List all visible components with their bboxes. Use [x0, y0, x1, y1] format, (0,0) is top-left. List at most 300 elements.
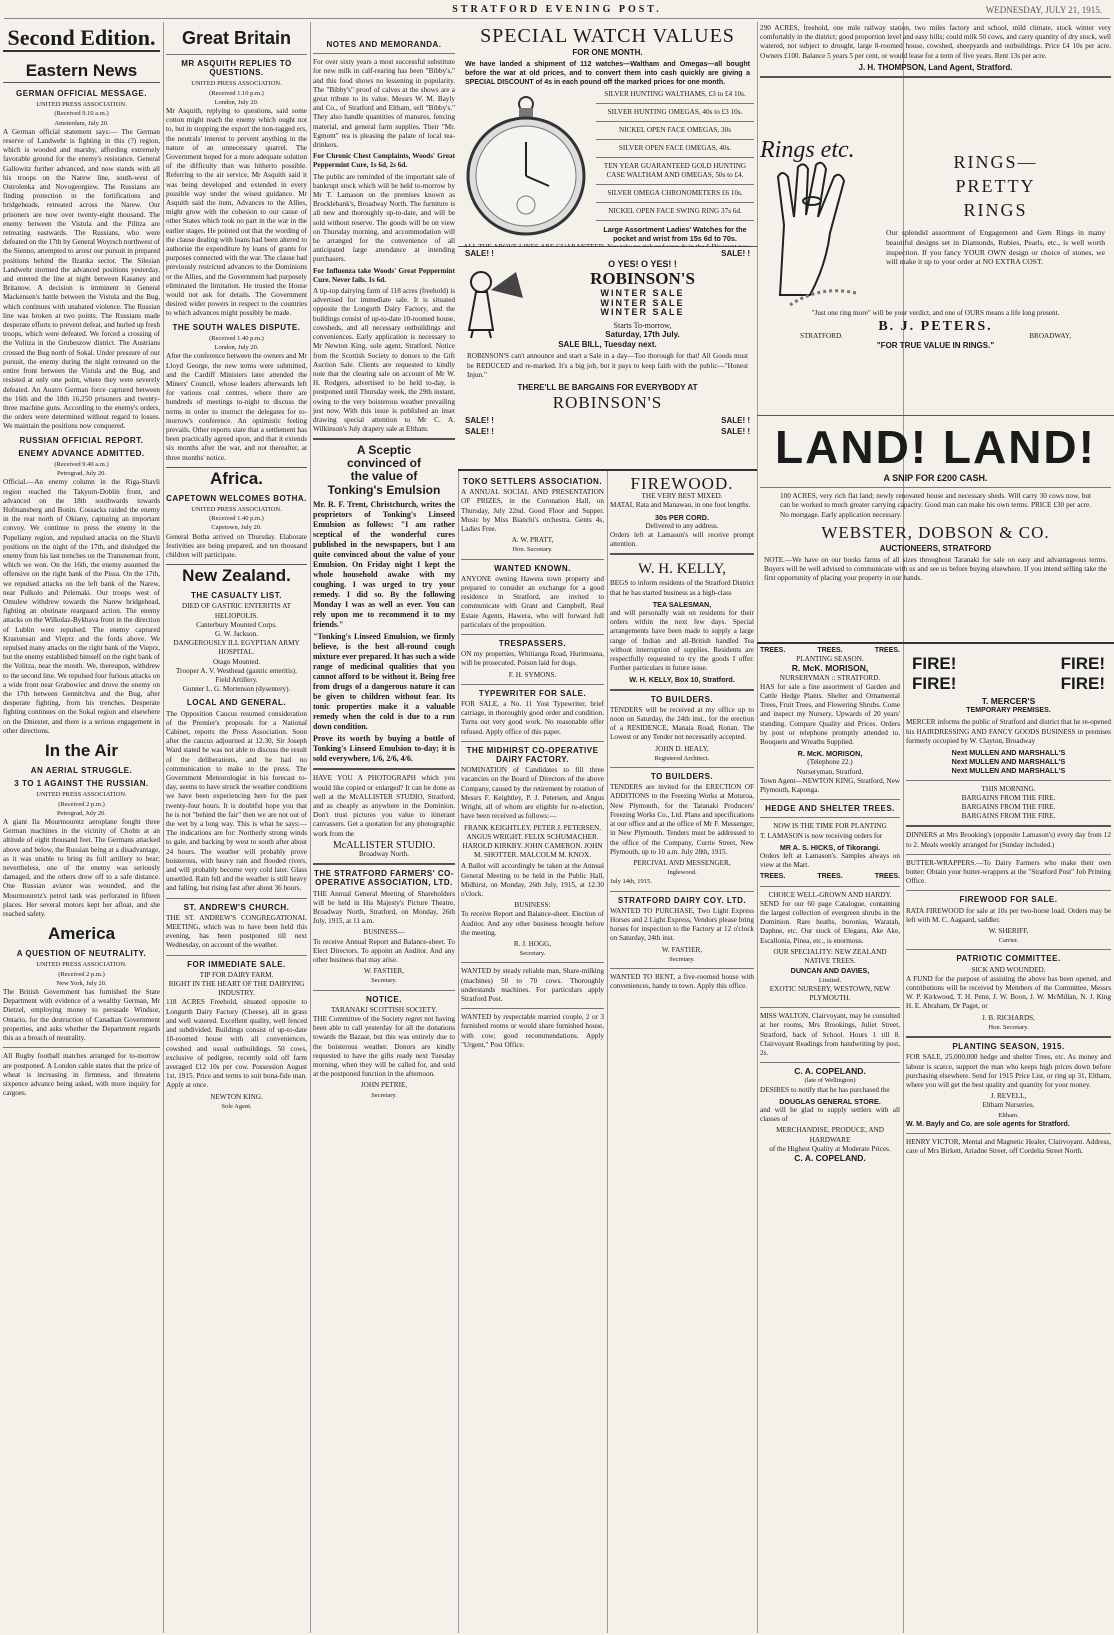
ad-line: Nurseryman, Stratford. — [796, 767, 864, 776]
watch-illustration — [461, 90, 596, 243]
price-item: SILVER OMEGA CHRONOMETERS £6 10s. — [607, 189, 743, 198]
notice-signature: W. FASTIER, — [661, 945, 703, 954]
ad-signature: NEWTON KING. — [210, 1092, 263, 1101]
article-body: A tip-top dairying farm of 118 acres (freehold) is advertised for immediate sale. It is situated opposite the Longurth Dairy Factory, and the buildings consist of up-to-date 10-roomed house, cowsheds, and all necessary outbuildings and conveniences. Early application is necessary to Mr Newton King, sole agent, Stratford. Notice from the Scottish Society to donors to the Gift Auction Sale. Clients are requested to kindly note that the clearing sale on account of Mr W. H. Rodgers, advertised to be held to-day, is postponed until Thursday week, the 29th instant, owing to the very boisterous weather prevailing just now. With this issue is published an inset drawing special attention to Mr C. A. Wilkinson's July drapery sale at Eltham. — [313, 287, 455, 434]
notice-signature: Secretary. — [371, 977, 397, 985]
notice-subheading: SICK AND WOUNDED. — [971, 965, 1046, 974]
article-heading: THE SOUTH WALES DISPUTE. — [172, 322, 301, 332]
article-body: Official.—An enemy column in the Riga-Shavli region reached the Takyurn-Doblin front, and advanced on the 18th southwards towards Hofmansberg and Bonin. Cossacks raided the enemy in the rear north of Okiany, capturing an important convoy. We continue to press the enemy in the Popeliany region, and repulsed attacks on the Shavli positions on the night of the 17th, and dislodged the enemy from his last trenches on the Transneman front, which we won. On the 16th, the enemy assumed the offensive on the right bank of the Pissa. On the 17th, we repulsed attacks on the left bank of the Narew, near Pulkolo and Pelemaki. Our troops west of Omulew withdrew towards the Narew bridgehead, fighting an obstinate rearguard action. The enemy attacks on the Wilkolaz-Bykhava front in the direction of Lublin were repulsed. The enemy captured Krastonsan and Vieprz and the fords above. We repulsed many attacks on the right bank of the Vieprz, but the enemy established himself on the right bank of the Volitza, near the mouth. We, thereupon, withdrew to the second line. We repulsed four furious attacks on a wide front near Grabowiec and drove the enemy on the 17th between Gennitchva and the Bug, after desperate fighting, from his trenches. Desperate fighting continues on the Sokal region and elsewhere on the Dniester, and there is a serious engagement in other directions. — [3, 478, 160, 735]
fire-headline: FIRE! — [912, 654, 957, 673]
ad-body: 290 ACRES, freehold, one mile railway station, two miles factory and school, mild climate, stock winter very comfortably in the district; good proportion level and easy hills; could milk 50 cows, and carry quantity of dry stock, well watered, not subject to drought, large 8-roomed house, cowshed, sheepyards and outbuildings. Price £4 10s per acre. Owners £100. Balance 5 years 5 per cent, or would lease for a term of five years. Rent 13s per acre. — [760, 24, 1111, 60]
received-line: (Received 1.40 p.m.) — [209, 334, 264, 342]
notice-subheading: BUSINESS— — [363, 928, 405, 937]
trees-label: TREES. — [760, 647, 786, 654]
article-body: The Opposition Caucus resumed consideration of the Premier's proposals for a National Cabinet, reports the Press Association. Soon after the caucus adjourned at 12.30, Sir Joseph Ward stated he was not able to discuss the result of the deliberations, and he had no communication to make to the press. The Government Meteorologist in his forecast to-day, seems to have struck the weather conditions we have been experiencing here for the past twenty-four hours. It is doubtful hope you that he is not "behind the fair" then we are not out of the wet by a long way. This is what he says:—The indications are for: Northerly strong winds to gale, and backing by west to south after about 24 hours. The weather will probably prove boisterous, with heavy rain and flooded rivers, and will probably become very cold later. Glass unsettled. Rain fell and the weather is still heavy and falling, but rising fast after about 36 hours. — [166, 709, 307, 893]
ad-body: 100 ACRES, very rich flat land; newly renovated house and necessary sheds. Will carry 30 cows now, but can be worked to much greater carrying capacity. Good man can make his own terms. PRICE £30 per acre. No mortgage. Early application necessary. — [780, 492, 1091, 519]
notice-heading: NOTICE. — [366, 994, 402, 1004]
ad-body: Mr. R. F. Trent, Christchurch, writes the proprietors of Tonking's Linseed Emulsion as follows: "I am rather sceptical of the wonderful cures published in the newspapers, but I am quite convinced about the value of your Emulsion. On Friday night I kept the whole household awake with my coughing. I was urged to try your remedy. I did so. By the following Monday I was as well as ever. You can rely upon me to recommend it to my friends." — [313, 500, 455, 630]
ad-heading: PLANTING SEASON, 1915. — [952, 1042, 1065, 1052]
ad-signature: Eltham Nurseries, — [982, 1101, 1035, 1110]
received-line: (Received 1.10 p.m.) — [209, 89, 264, 97]
trees-label: TREES. — [817, 647, 843, 654]
notice-signature: JOHN D. HEALY, — [655, 744, 709, 753]
section-title: New Zealand. — [166, 564, 307, 587]
price-item: SILVER OPEN FACE OMEGAS, 40s. — [618, 144, 732, 153]
ad-line: (Telephone 22.) — [807, 758, 853, 767]
watch-price-list — [596, 90, 754, 243]
casualty-line: Field Artillery. — [215, 675, 258, 684]
article-subheading: ENEMY ADVANCE ADMITTED. — [18, 448, 145, 458]
casualty-line: Otago Mounted. — [212, 657, 261, 666]
wanted-ad: WANTED TO RENT, a five-roomed house with conveniences, handy to town. Apply this office. — [610, 972, 754, 991]
ad-title: convinced of — [346, 456, 421, 471]
article-heading: LOCAL AND GENERAL. — [186, 698, 287, 708]
section-title: America — [47, 924, 116, 944]
masthead-date: WEDNESDAY, JULY 21, 1915. — [985, 5, 1102, 15]
divider — [760, 1062, 900, 1063]
firm-name: WEBSTER, DOBSON & CO. — [821, 522, 1050, 542]
trees-banner — [760, 646, 900, 655]
article-body: A giant Ila Mourmouretz aeroplane fought three German machines in the vicinity of Cholm at an altitude of eight thousand feet. The Germans attacked above and below, the Russian being at a disadvantage, as it was unable to bring its full artillery to bear; nevertheless, one of the enemy was seriously damaged, and the others drew off to a safe distance. One Russian aviator was wounded, and the Mourmouretz's petrol tank was perforated in fifteen places. Her several motors kept her afloat, and she reached safety. — [3, 818, 160, 919]
ad-body: FOR SALE, 25,000,000 hedge and shelter Trees, etc. As money and labour is scarce, support the man who keeps high prices down before purchasing elsewhere. Send for 1915 Price List, or ring up 31, Eltham, where you will get the best quality and quantity for your money. — [906, 1053, 1111, 1089]
divider — [610, 891, 754, 892]
divider — [596, 103, 754, 104]
divider — [906, 1133, 1111, 1134]
notice-signature: Hon. Secretary. — [988, 1023, 1029, 1031]
sale-bill: SALE BILL, Tuesday next. — [558, 340, 657, 350]
notice-signature: R. J. HOGG, — [513, 939, 552, 948]
masthead — [0, 0, 1114, 22]
merchant-name: C. A. COPELAND. — [794, 1152, 866, 1163]
divider — [760, 1007, 900, 1008]
pocket-watch-icon — [461, 90, 591, 238]
trees-banner — [760, 872, 900, 881]
ad-signature: J. H. THOMPSON, Land Agent, Stratford. — [858, 62, 1013, 72]
notice-body: To receive Annual Report and Balance-sheet. To Elect Directors. To appoint an Auditor. And any other business that may arise. — [313, 937, 455, 964]
notice-signature: Registered Architect. — [654, 754, 710, 762]
ad-heading: CHOICE WELL-GROWN AND HARDY. — [768, 890, 892, 899]
article-heading: THE CASUALTY LIST. — [191, 591, 282, 601]
fire-headline: FIRE! — [1060, 654, 1105, 673]
ad-line: MERCHANDISE, PRODUCE, AND HARDWARE — [776, 1126, 884, 1144]
ad-line: (late of Wellington) — [804, 1077, 856, 1085]
price-item: TEN YEAR GUARANTEED GOLD HUNTING CASE WALTHAM AND OMEGAS, 50s to £4. — [603, 162, 747, 180]
article-body: For over sixty years a most successful substitute for new milk in calf-rearing has been "Bibby's," and this food shows no lessening in popularity. The "Bibby's" proof of calves at the shows are a great tribute to its value. Messrs W. M. Bayly and Co., of Stratford and Eltham, sell "Bibby's." They also handle quantities of manures, fencing material, and general farm supplies. Their "Mr. Egmont" tea is pleasing the palate of local tea-drinkers. — [313, 58, 455, 150]
ad-signature: W. H. KELLY, Box 10, Stratford. — [629, 675, 735, 685]
firm-name: DUNCAN AND DAVIES, — [790, 966, 870, 976]
notice-body: A ANNUAL SOCIAL AND PRESENTATION OF PRIZES, in the Coronation Hall, on Thursday, July 22nd. Good Floor and Supper. Music by Miss Bianchi's orchestra. Gents 4s, Ladies Free. — [461, 488, 604, 534]
article-heading: CAPETOWN WELCOMES BOTHA. — [166, 493, 307, 503]
divider — [760, 817, 900, 818]
town-crier-bell-icon — [461, 260, 531, 340]
divider — [461, 559, 604, 560]
ad-subheading: TEA SALESMAN, — [652, 599, 712, 609]
notice-signature: Inglewood. — [667, 869, 697, 877]
divider — [461, 1008, 604, 1009]
sale-stamp: SALE! ! — [465, 427, 494, 437]
jeweller-address: BROADWAY, — [1029, 331, 1071, 340]
ad-title: A Sceptic — [356, 443, 412, 458]
ad-body: NOTE.—We have on our books farms of all sizes throughout Taranaki for sale on easy and advantageous terms. Buyers will be well advised to communicate with us and see us before buying elsewhere. If you intend selling take the first opportunity of placing your property in our hands. — [764, 556, 1107, 583]
notice-body: TENDERS are invited for the ERECTION OF ADDITIONS to the Freezing Works at Moturoa, New Plymouth, for the Taranaki Producers' Freezing Works Co., Ltd. Plans and specifications at our office and at the office of Mr F. Messenger, in New Plymouth. Tenders must be addressed to the office of the Company, Currie Street, New Plymouth, up to 10 a.m. July 28th, 1915. — [610, 783, 754, 856]
article-subheading: 3 TO 1 AGAINST THE RUSSIAN. — [14, 779, 149, 789]
received-line: (Received 2 p.m.) — [58, 800, 105, 808]
jeweller-name: B. J. PETERS. — [878, 319, 993, 335]
article-body: After the conference between the owners and Mr Lloyd George, the new terms were submitted, and the Cardiff Ministers later attended the Miners' Council, whose leaders afterwards left for various coal centres, where there are hundreds of meetings to-night to discuss the terms in order to instruct the delegates for to-morrow's conference. An optimistic feeling prevails. Other reports state that a settlement has been practically agreed upon, and that it extends six months after the war, and not thereafter, at three months' notice. — [166, 352, 307, 462]
ad-body: HENRY VICTOR, Mental and Magnetic Healer, Clairvoyant. Address, care of Mrs Birkett, Ariadne Street, off Cordelia Street North. — [906, 1137, 1111, 1156]
casualty-heading: DIED OF GASTRIC ENTERITIS AT HELIOPOLIS. — [181, 602, 291, 620]
ad-body: MISS WALTON, Clairvoyant, may be consulted at her rooms, Mrs Brookings, Juliet Street, Stratford, back of School. Hours 1 till 8. Clairvoyant Readings from handwriting by post, 2s. — [760, 1012, 900, 1057]
casualty-heading: DANGEROUSLY ILL EGYPTIAN ARMY HOSPITAL. — [173, 639, 300, 657]
ad-subtitle: A SNIP FOR £200 CASH. — [883, 473, 988, 483]
divider — [166, 898, 307, 899]
ad-title: PRETTY — [955, 176, 1036, 196]
article-body: The British Government has furnished the State Department with evidence of a wealthy German, Mr Dietzel, employing money to persuade Windsor, Ontario, for the destruction of Canadian Government properties, and asks whether the Department regards this as a breach of neutrality. — [3, 988, 160, 1043]
sale-stamp: SALE! ! — [721, 427, 750, 437]
trees-label: TREES. — [817, 873, 843, 881]
casualty-line: Trooper A. V. Westhead (gastric enteritis). — [176, 666, 297, 675]
nurseryman-role: NURSERYMAN :: STRATFORD. — [779, 673, 881, 682]
store-name: DOUGLAS GENERAL STORE. — [779, 1096, 881, 1106]
column-classifieds-a — [458, 473, 607, 1631]
source-line: UNITED PRESS ASSOCIATION. — [191, 80, 282, 88]
divider — [760, 76, 1111, 78]
divider — [313, 438, 455, 440]
divider — [313, 768, 455, 770]
ad-line: OUR SPECIALITY: NEW ZEALAND NATIVE TREES. — [773, 947, 887, 966]
notice-subheading: TARANAKI SCOTTISH SOCIETY. — [330, 1005, 438, 1014]
price-item: Large Assortment Ladies' Watches for the pocket and wrist from 15s 6d to 70s. — [603, 225, 747, 244]
column-nursery-ads — [757, 646, 903, 1631]
ad-line: Limited. — [818, 976, 842, 984]
ad-body: MATAI, Rata and Manawau, in one foot lengths. — [610, 501, 751, 510]
ad-title: Tonking's Emulsion — [327, 483, 441, 498]
jeweller-address: STRATFORD. — [800, 331, 843, 340]
divider — [760, 487, 1111, 488]
ad-subheading: THE VERY BEST MIXED. — [641, 492, 723, 501]
ad-body: BEGS to inform residents of the Stratford District that he has started business as a high-class — [610, 579, 754, 597]
divider — [313, 990, 455, 991]
divider — [906, 890, 1111, 891]
robinsons-sale-ad — [458, 247, 757, 471]
ad-line: Delivered to any address. — [645, 521, 719, 530]
ad-line: BARGAINS FROM THE FIRE. — [961, 793, 1056, 802]
ad-signature: Eltham. — [998, 1111, 1019, 1119]
price-item: NICKEL OPEN FACE SWING RING 37s 6d. — [608, 207, 742, 216]
studio-name: McALLISTER STUDIO. — [332, 839, 436, 851]
ad-body: Prove its worth by buying a bottle of Tonking's Linseed Emulsion to-day; it is sold everywhere, 1/6, 2/6, 4/6. — [313, 734, 455, 764]
notice-body: FOR SALE, a No. 11 Yost Typewriter, brief carriage, in thoroughly good order and condition. Turns out very good work. No reasonable offer refused. Apply office of this paper. — [461, 700, 604, 736]
ad-body: and will personally wait on residents for their orders within the next few days. Special arrangements have been made to supply a large range of Indian and all-British handled Tea without interruption of supplies. Residents are respectfully requested to try the goods I offer. Further particulars in future issue. — [610, 609, 754, 673]
ad-body: Orders left at Lamason's. Samples always on view at the Mart. — [760, 852, 900, 870]
ad-subheading: TEMPORARY PREMISES. — [966, 707, 1051, 715]
ad-body: Town Agent—NEWTON KING, Stratford, New Plymouth, Kaponga. — [760, 776, 900, 795]
ad-body: "Tonking's Linseed Emulsion, we firmly believe, is the best all-round cough mixture ever prepared. It has such a wide range of medicinal qualities that you cannot afford to be without it. Being free from drugs of a dangerous nature it can be given to children without fear. Its tonic properties make it a valuable remedy when the cold is due to a run down condition. — [313, 632, 455, 732]
section-title: Eastern News — [3, 60, 160, 83]
notice-heading: WANTED KNOWN. — [494, 563, 571, 573]
ad-signature: J. REVELL, — [990, 1092, 1027, 1101]
source-line: UNITED PRESS ASSOCIATION. — [191, 505, 282, 513]
price-item: NICKEL OPEN FACE OMEGAS, 30s — [618, 126, 731, 135]
divider — [313, 863, 455, 865]
ad-subheading: NOW IS THE TIME FOR PLANTING — [773, 822, 887, 831]
section-heading: NOTES AND MEMORANDA. — [326, 40, 442, 49]
ad-signature: Carrier. — [998, 937, 1019, 945]
ad-body: T. LAMASON is now receiving orders for — [760, 831, 883, 840]
dateline: London, July 20. — [214, 344, 259, 352]
divider — [610, 689, 754, 691]
ad-signature: Sole Agent. — [221, 1102, 252, 1110]
divider — [461, 741, 604, 742]
ad-subtitle: FOR ONE MONTH. — [572, 48, 643, 57]
notice-body: A FUND for the purpose of assisting the above has been opened, and contributions will be received by Members of the Committee, Messrs W. P. Kirkwood, T. H. Penn, J. W. Boon, J. W. McMillan, N. J. King H. E. Abraham, Dr Paget, or — [906, 974, 1111, 1011]
received-line: (Received 9.40 a.m.) — [54, 460, 109, 468]
ad-body: We have landed a shipment of 112 watches—Waltham and Omegas—all bought before the war at old prices, and to convert them into cash quickly are giving a SPECIAL DISCOUNT of 4s in each pound off the marked prices for one month. — [465, 61, 750, 87]
notice-body: TENDERS will be received at my office up to noon on Saturday, the 24th inst., for the erection of a RESIDENCE, Manaia Road, Ronan. The Lowest or any Tender not necessarily accepted. — [610, 705, 754, 742]
farm-for-sale-ad — [757, 22, 1114, 146]
land-ad — [757, 418, 1114, 644]
ad-body: MERCER informs the public of Stratford and district that he re-opened his HAIRDRESSING AND FANCY GOODS BUSINESS in premises formerly occupied by W. Clayton, Broadway — [906, 718, 1111, 745]
trees-label: TREES. — [760, 873, 786, 881]
notice-heading: TO BUILDERS. — [650, 694, 714, 704]
divider — [461, 634, 604, 635]
ad-line: BARGAINS FROM THE FIRE. — [961, 812, 1056, 821]
divider — [166, 955, 307, 956]
sale-stamp: SALE! ! — [721, 249, 750, 258]
ad-title: FIREWOOD. — [630, 474, 734, 493]
ad-body: Orders left at Lamason's will receive prompt attention. — [610, 531, 754, 549]
fire-headline: FIRE! — [1060, 674, 1105, 693]
ad-verdict: "Just one ring more" will be your verdict, and one of OURS means a life long present. — [811, 309, 1060, 318]
notice-signature: PERCIVAL AND MESSENGER, — [633, 858, 731, 867]
ring-hand-illustration — [760, 137, 880, 305]
notice-signature: W. FASTIER, — [363, 967, 405, 976]
divider — [760, 799, 900, 800]
received-line: (Received 2 p.m.) — [58, 970, 105, 978]
casualty-line: Canterbury Mounted Corps. — [196, 620, 277, 629]
notice-signature: Secretary. — [669, 955, 695, 963]
notice-heading: THE STRATFORD FARMERS' CO-OPERATIVE ASSOCIATION, LTD. — [313, 869, 455, 888]
business-name: T. MERCER'S — [981, 696, 1036, 706]
ad-signature: W. SHERIFF, — [988, 927, 1029, 936]
notice-body: THE Committee of the Society regret not having been able to call yesterday for all the donations towards the Bazaar, but this was entirely due to the boisterous weather. Donors are kindly requested to have the gifts ready next Tuesday morning, when they will be called for, and sold at the postponed function in the afternoon. — [313, 1015, 455, 1079]
section-title: Great Britain — [181, 28, 292, 48]
divider — [610, 767, 754, 768]
casualty-line: Gunner L. G. Mortenson (dysentery). — [182, 685, 291, 694]
ad-body: HAVE YOU A PHOTOGRAPH which you would like copied or enlarged? It can be done as well at the McALLISTER STUDIO, Stratford, and as cheaply as anywhere in the Dominion. Don't trust pictures you value to itinerant canvassers. Get a quotation for any photographic work from the — [313, 774, 455, 838]
divider — [906, 1036, 1111, 1038]
ad-title: RINGS— — [953, 152, 1038, 172]
notice-body: THE ST. ANDREW'S CONGREGATIONAL MEETING, which was to have been held this evening, has been postponed till next Wednesday, on account of the weather. — [166, 913, 307, 950]
merchant-name: C. A. COPELAND. — [794, 1066, 866, 1077]
sale-date: Saturday, 17th July. — [605, 330, 680, 340]
ad-bargains: THERE'LL BE BARGAINS FOR EVERYBODY AT — [517, 383, 698, 393]
ad-subheading: TIP FOR DAIRY FARM. — [199, 970, 274, 979]
notice-body: To receive Report and Balance-sheet. Election of Auditor. And any other business brought before the meeting. — [461, 910, 604, 937]
divider — [313, 53, 455, 54]
price-item: SILVER HUNTING WALTHAMS, £3 to £4 10s. — [604, 90, 746, 99]
notice-signature: Secretary. — [519, 950, 546, 958]
casualty-line: G. W. Jackson. — [215, 629, 258, 638]
article-heading: RUSSIAN OFFICIAL REPORT. — [19, 435, 144, 445]
notice-signature: F. H. SYMONS. — [508, 670, 557, 679]
divider — [596, 202, 754, 203]
ad-subheading: PLANTING SEASON. — [796, 655, 864, 664]
notice-heading: TOKO SETTLERS ASSOCIATION. — [462, 477, 603, 486]
notice-signature: Hon. Secretary. — [512, 546, 553, 554]
ad-body: BUTTER-WRAPPERS.—To Dairy Farmers who make their own butter: Obtain your butter-wrappers at the "Stratford Post" Job Printing Office. — [906, 858, 1111, 886]
article-body: Mr Asquith, replying to questions, said some cotton might reach the enemy which ought not to, but in stopping the export the non-ragged ers, the neutrals' interest to prevent anything in the nature of an unnecessary quarrel. The Government hoped for a more adequate solution of the difficulty than was hitherto possible. Referring to the air service, Mr Asquith said it was being developed and extended in every possible way under the wisest guidance. Mr Asquith said the item, Advances to the Allies, might grow with the cohesion to our cause of other States which took no part in the war in the earlier stages. He pointed out that the wording of the clause dealing with loans had been altered to authorise the expenditure by loans of grants for purposes connected with the war. The clause had previously restricted advances to the Dominions or the Allies, and the Government had purposely eliminated the limitation. He trusted the House would not ask for details. The Government desired wider powers in respect to the countries to which advances might possibly be made. — [166, 107, 307, 318]
fire-headline: FIRE! — [912, 674, 957, 693]
ad-line: W. M. Bayly and Co. are sole agents for Stratford. — [906, 1120, 1070, 1128]
ad-line: Next MULLEN AND MARSHALL'S — [951, 748, 1066, 758]
ad-body: SEND for our 60 page Catalogue, containing the largest collection of evergreen shrubs in the Dominion. Rare heaths, boronias, Waratah, Daphne, etc. Our stock of Elegans, Ake Ake, Escallonia, Pinea, etc., is enormous. — [760, 899, 900, 945]
dateline: New York, July 20. — [56, 979, 107, 987]
article-body: The public are reminded of the important sale of bankrupt stock which will be held to-morrow by Mr T. Lamason on the premises known as Brocklebank's, Broadway North. The furniture is all new and thoroughly up-to-date, and will be sold without reserve. The goods will be on view on Thursday morning, and accommodation will be arranged for the convenience of all anticipated large attendance at intending purchasers. — [313, 172, 455, 264]
rings-ad — [757, 137, 1114, 416]
ad-body: DINNERS at Mrs Brooking's (opposite Lamason's) every day from 12 to 2. Meals weekly arranged for (Sunday included.) — [906, 831, 1111, 849]
trees-label: TREES. — [874, 647, 900, 654]
notice-heading: TYPEWRITER FOR SALE. — [478, 688, 587, 698]
firm-role: AUCTIONEERS, STRATFORD — [879, 543, 992, 553]
ad-body: and will be glad to supply settlers with all classes of — [760, 1105, 900, 1124]
ad-callout: O YES! O YES! ! — [608, 259, 677, 270]
notice-heading: STRATFORD DAIRY COY. LTD. — [617, 895, 747, 905]
ad-line: Next MULLEN AND MARSHALL'S — [951, 766, 1066, 776]
source-line: UNITED PRESS ASSOCIATION. — [36, 791, 127, 799]
source-line: UNITED PRESS ASSOCIATION. — [36, 961, 127, 969]
divider — [596, 220, 754, 221]
sale-line: WINTER SALE — [600, 297, 685, 308]
trees-label: TREES. — [874, 873, 900, 881]
sale-stamp: SALE! ! — [465, 249, 494, 258]
ad-body: DESIRES to notify that he has purchased the — [760, 1085, 890, 1094]
notice-body: THE Annual General Meeting of Shareholders will be held in His Majesty's Picture Theatre, Broadway North, Stratford, on Monday, 26th July, 1915, at 11 a.m. — [313, 889, 455, 926]
ad-title: SPECIAL WATCH VALUES — [480, 25, 735, 47]
ad-subheading: RIGHT IN THE HEART OF THE DAIRYING INDUSTRY. — [168, 980, 305, 998]
ad-heading: HEDGE AND SHELTER TREES. — [765, 804, 895, 814]
divider — [906, 825, 1111, 827]
ad-price: 30s PER CORD. — [655, 512, 709, 522]
ad-body: RATA FIREWOOD for sale at 10s per two-horse load. Orders may be left with M. C. Aagaard, saddler. — [906, 906, 1111, 924]
dateline: Amsterdam, July 20. — [54, 119, 109, 127]
ad-body: 118 ACRES Freehold, situated opposite to Longurth Dairy Factory (Cheese), all in grass and well watered. Excellent quality, well fenced and subdivided. Buildings consist of up-to-date 10-roomed house with all conveniences, cowshed and usual outbuildings. 50 cows, exclusive of pedigree, recently sold off farm averaged £12 10s per cow. Possession August 1st, 1915. Price and terms to suit bona-fide man. Apply at once. — [166, 998, 307, 1090]
column-world-news — [163, 22, 310, 1632]
ad-line: MR A. S. HICKS, of Tikorangi. — [779, 842, 881, 852]
section-title: In the Air — [44, 741, 119, 761]
nurseryman-name: R. McK. MORISON, — [791, 663, 869, 674]
notice-heading: TO BUILDERS. — [650, 772, 714, 782]
store-name: ROBINSON'S — [590, 269, 695, 289]
ad-body: HAS for sale a fine assortment of Garden and Cattle Hedge Plants. Shelter and Ornamental Trees, Fruit Trees, and Flowering Shrubs. Come and inspect my Nursery, Upwards of 20 years' standing. Compare Quality and Prices. Orders by post or telephone promptly attended to. Bouquets and Wreaths Supplied. — [760, 682, 900, 747]
divider — [3, 1047, 160, 1048]
received-line: (Received 9.10 a.m.) — [54, 110, 109, 118]
dateline: Petrograd, July 20. — [56, 809, 107, 817]
notice-body: ANYONE owning Hawera town property and prepared to consider an exchange for a good residence in Stratford, are invited to communicate with Grant and Campbell, Real Estate Agents, Hawera, who will forward full particulars of the proposition. — [461, 574, 604, 629]
sale-line: WINTER SALE — [600, 306, 685, 317]
divider — [760, 886, 900, 887]
store-name: ROBINSON'S — [552, 393, 663, 413]
masthead-rule — [4, 18, 1110, 19]
column-classifieds-b — [607, 473, 757, 1631]
hand-with-ring-icon — [760, 155, 870, 305]
divider — [906, 854, 1111, 855]
ad-line: EXOTIC NURSERY, WESTOWN, NEW PLYMOUTH. — [769, 984, 891, 1002]
article-heading: GERMAN OFFICIAL MESSAGE. — [16, 89, 147, 98]
notice-heading: THE MIDHIRST CO-OPERATIVE DAIRY FACTORY. — [466, 745, 599, 765]
rings-logo: Rings etc. — [760, 137, 855, 163]
notice-heading: ST. ANDREW'S CHURCH. — [183, 902, 290, 912]
sale-stamp: SALE! ! — [721, 416, 750, 426]
ad-title: RINGS — [963, 200, 1028, 220]
notice-heading: TRESPASSERS. — [498, 639, 567, 649]
divider — [596, 157, 754, 158]
divider — [461, 684, 604, 685]
ad-subheading: THIS MORNING. — [981, 784, 1036, 793]
nurseryman-name: R. McK. MORISON, — [797, 749, 863, 759]
divider — [596, 121, 754, 122]
source-line: UNITED PRESS ASSOCIATION. — [36, 101, 127, 109]
notice-date: July 14th, 1915. — [610, 878, 652, 886]
ad-line: Next MULLEN AND MARSHALL'S — [951, 757, 1066, 767]
notice-signature: A. W. PRATT, — [511, 536, 554, 545]
ad-tagline: "FOR TRUE VALUE IN RINGS." — [876, 340, 995, 350]
notice-signature: J. B. RICHARDS, — [982, 1013, 1035, 1022]
section-title: Africa. — [166, 467, 307, 490]
ad-line: BARGAINS FROM THE FIRE. — [961, 803, 1056, 812]
dateline: Capetown, July 20. — [211, 524, 262, 532]
ad-title: the value of — [350, 469, 418, 484]
divider — [610, 553, 754, 555]
notice-body: NOMINATION of Candidates to fill three vacancies on the Board of Directors of the above Company, caused by the retirement by rotation of Messrs F. Keightley, P. J. Petersen, and Angus Wright, all of whom are eligible for re-election, have been received as follows:— — [461, 766, 604, 821]
wanted-ad: WANTED by steady reliable man, Share-milking (machines) 50 to 70 cows. Thoroughly understands machines. For particulars apply Stratford Post. — [461, 967, 604, 1003]
price-item: SILVER HUNTING OMEGAS, 40s to £3 10s. — [607, 108, 743, 117]
column-fire-ads — [903, 646, 1114, 1631]
ad-line: For Chronic Chest Complaints, Woods' Great Peppermint Cure, 1s 6d, 2s 6d. — [313, 152, 455, 170]
divider — [596, 184, 754, 185]
received-line: (Received 1.40 p.m.) — [209, 515, 264, 523]
notice-signature: Secretary. — [371, 1091, 397, 1099]
divider — [166, 54, 307, 55]
dateline: Petrograd, July 20. — [56, 470, 107, 478]
ad-title: W. H. KELLY, — [637, 561, 727, 578]
notice-heading: PATRIOTIC COMMITTEE. — [956, 954, 1061, 964]
notice-signature: JOHN PETRIE, — [360, 1081, 408, 1090]
ad-line: of the Highest Quality at Moderate Prices. — [769, 1144, 891, 1153]
article-heading: MR ASQUITH REPLIES TO QUESTIONS. — [181, 59, 292, 78]
ad-heading: FOR IMMEDIATE SALE. — [187, 959, 286, 969]
candidate-list: FRANK KEIGHTLEY. PETER J. PETERSEN. ANGUS WRIGHT. FELIX SCHUMACHER. HAROLD KIRKBY. JOHN CAMERON. JOHN M. SHOTTER. MALCOLM M. KNOX. — [462, 823, 603, 860]
article-body: General Botha arrived on Thursday. Elaborate festivities are being prepared, and ten thousand children will participate. — [166, 532, 307, 559]
sale-stamp: SALE! ! — [465, 416, 494, 426]
edition-title: Second Edition. — [3, 26, 160, 52]
sale-line: WINTER SALE — [600, 288, 685, 299]
column-eastern-news — [0, 22, 163, 1632]
masthead-title: STRATFORD EVENING POST. — [452, 4, 662, 15]
notice-body: ON my properties, Whitianga Road, Hurimoana, will be prosecuted. Poison laid for dogs. — [461, 650, 604, 668]
ad-body: ROBINSON'S can't announce and start a Sale in a day—Too thorough for that! All Goods must be REDUCED and re-marked. It's a big job, but it pays to keep faith with the public—"Honest Injun." — [467, 352, 748, 379]
article-subheading: A QUESTION OF NEUTRALITY. — [16, 949, 147, 959]
studio-address: Broadway North. — [359, 849, 409, 858]
article-body: All Rugby football matches arranged for to-morrow are postponed. A London cable states that the price of wheat is increasing in firmness, and threatens sixpence advance being asked, with more inquiry for cargoes. — [3, 1052, 160, 1098]
divider — [906, 780, 1111, 781]
notice-body: A Ballot will accordingly be taken at the Annual General Meeting to be held in the Public Hall, Midhirst, on Monday, 26th July, 1915, at 12.30 o'clock. — [461, 862, 604, 898]
divider — [461, 962, 604, 963]
notice-body: WANTED TO PURCHASE, Two Light Express Horses and 2 Light Express, Vendors please bring horses for inspection to the Factory at 12 o'clock on Saturday, 24th inst. — [610, 906, 754, 943]
column-notes — [310, 22, 458, 1632]
article-subheading: AN AERIAL STRUGGLE. — [30, 766, 133, 776]
article-body: A German official statement says:— The German reserve of Landwehr is fighting in this (?) region, which is wooded and marshy, affording extremely favorable ground for the enemy's resistance. General Gallowitz further advanced, and now stands with all his troops on the Narew line, south-west of Ostrolenka and Novogeorgiew. The Russians are finding protection in the fortifications and bridgeheads, retreated across the Narew. Our prisoners are now over twenty-eight thousand. The enemy between the Vistula and the Pilitza are retreating eastwards. The Russians, who were defeated on the 17th by General Woyrsch northwest of the Sienno, attempted to arrest our pursuit in prepared positions behind the Ilzanka sector. The Silesian Landwehr stormed the advanced positions yesterday, and entered the line at night between Kasaney and Britanow. A decision is imminent in General Mackensen's battle between the Vistula and the Bug, which continues with unabated violence. The Russian line was broken at two points. The Russians made desperate efforts to prevent defeat, and hurled up fresh troops, which were defeated. We forced a crossing of the Volitza in the Grubeszow district. The Austrians crossed the Bug north of Sokal. Under pressure of our pursuit, the enemy during the night retreated on the entire front between the Vistula and the Bug, and resisted at only one point, where they were severely defeated. An Austro German force captured between the 16th and the 18th 16,250 prisoners and twenty-three machine guns. According to the enemy's orders, the orders were determined without regard to losses. We maintain the positions now conquered. — [3, 127, 160, 431]
